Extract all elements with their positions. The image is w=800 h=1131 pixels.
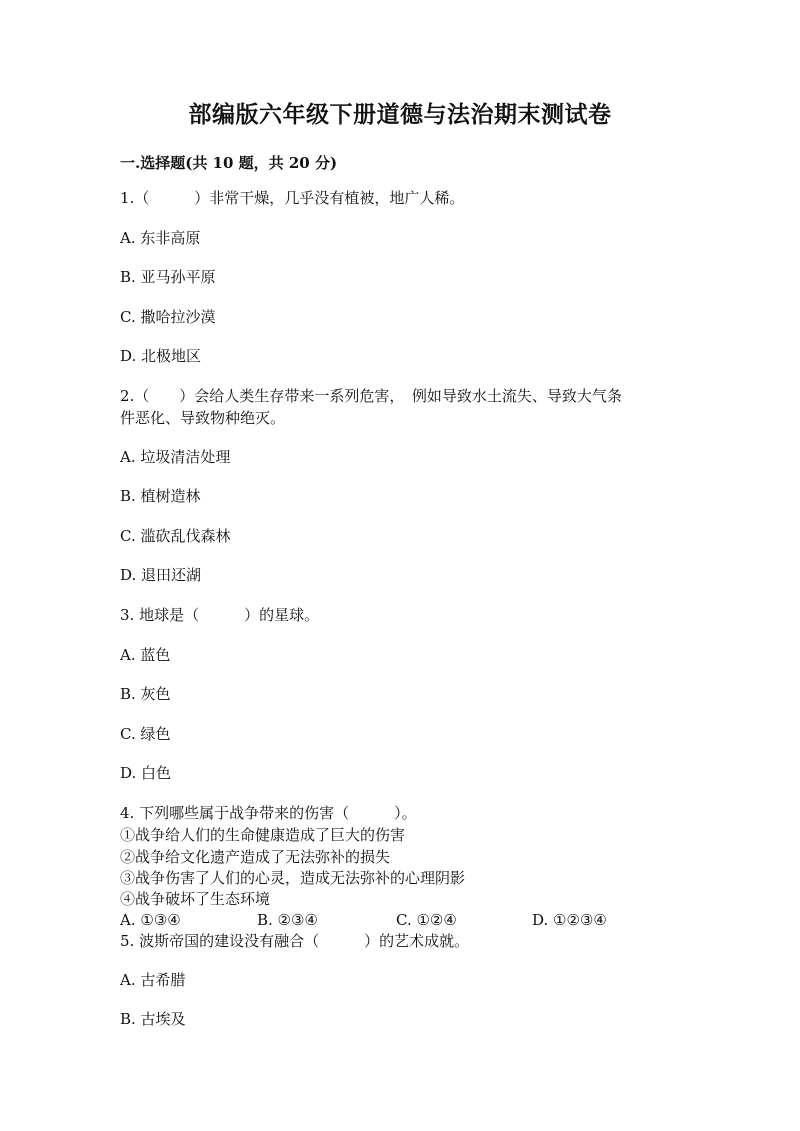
question-3-option-c: C. 绿色 — [120, 725, 171, 743]
question-1-option-b: B. 亚马孙平原 — [120, 268, 216, 286]
page-title: 部编版六年级下册道德与法治期末测试卷 — [188, 101, 612, 128]
question-2-option-d: D. 退田还湖 — [120, 566, 202, 584]
question-5-option-b: B. 古埃及 — [120, 1010, 186, 1028]
question-5-option-a: A. 古希腊 — [120, 971, 186, 989]
question-4-item-1: ①战争给人们的生命健康造成了巨大的伤害 — [120, 826, 406, 844]
question-4-item-2: ②战争给文化遗产造成了无法弥补的损失 — [120, 848, 391, 866]
question-1-stem: 1.（ ）非常干燥，几乎没有植被，地广人稀。 — [120, 189, 465, 207]
question-1-option-c: C. 撒哈拉沙漠 — [120, 308, 216, 326]
question-4-stem: 4. 下列哪些属于战争带来的伤害（ ）。 — [120, 804, 417, 822]
question-2-stem-line-1: 2.（ ）会给人类生存带来一系列危害， 例如导致水土流失、导致大气条 — [120, 387, 622, 405]
question-4-option-a: A. ①③④ — [120, 911, 181, 929]
question-4-option-b: B. ②③④ — [257, 911, 318, 929]
question-2-option-c: C. 滥砍乱伐森林 — [120, 527, 231, 545]
question-2-option-b: B. 植树造林 — [120, 487, 201, 505]
question-2-option-a: A. 垃圾清洁处理 — [120, 448, 231, 466]
section-heading: 一.选择题(共 10 题，共 20 分) — [120, 154, 338, 172]
question-4-option-c: C. ①②④ — [396, 911, 457, 929]
question-3-option-a: A. 蓝色 — [120, 646, 171, 664]
question-3-stem: 3. 地球是（ ）的星球。 — [120, 606, 320, 624]
question-4-item-4: ④战争破坏了生态环境 — [120, 890, 271, 908]
question-1-option-d: D. 北极地区 — [120, 347, 202, 365]
question-3-option-d: D. 白色 — [120, 764, 172, 782]
question-4-option-d: D. ①②③④ — [532, 911, 607, 929]
question-1-option-a: A. 东非高原 — [120, 229, 201, 247]
question-3-option-b: B. 灰色 — [120, 685, 171, 703]
question-2-stem-line-2: 件恶化、导致物种绝灭。 — [120, 409, 286, 427]
question-5-stem: 5. 波斯帝国的建设没有融合（ ）的艺术成就。 — [120, 932, 470, 950]
question-4-item-3: ③战争伤害了人们的心灵，造成无法弥补的心理阴影 — [120, 869, 466, 887]
